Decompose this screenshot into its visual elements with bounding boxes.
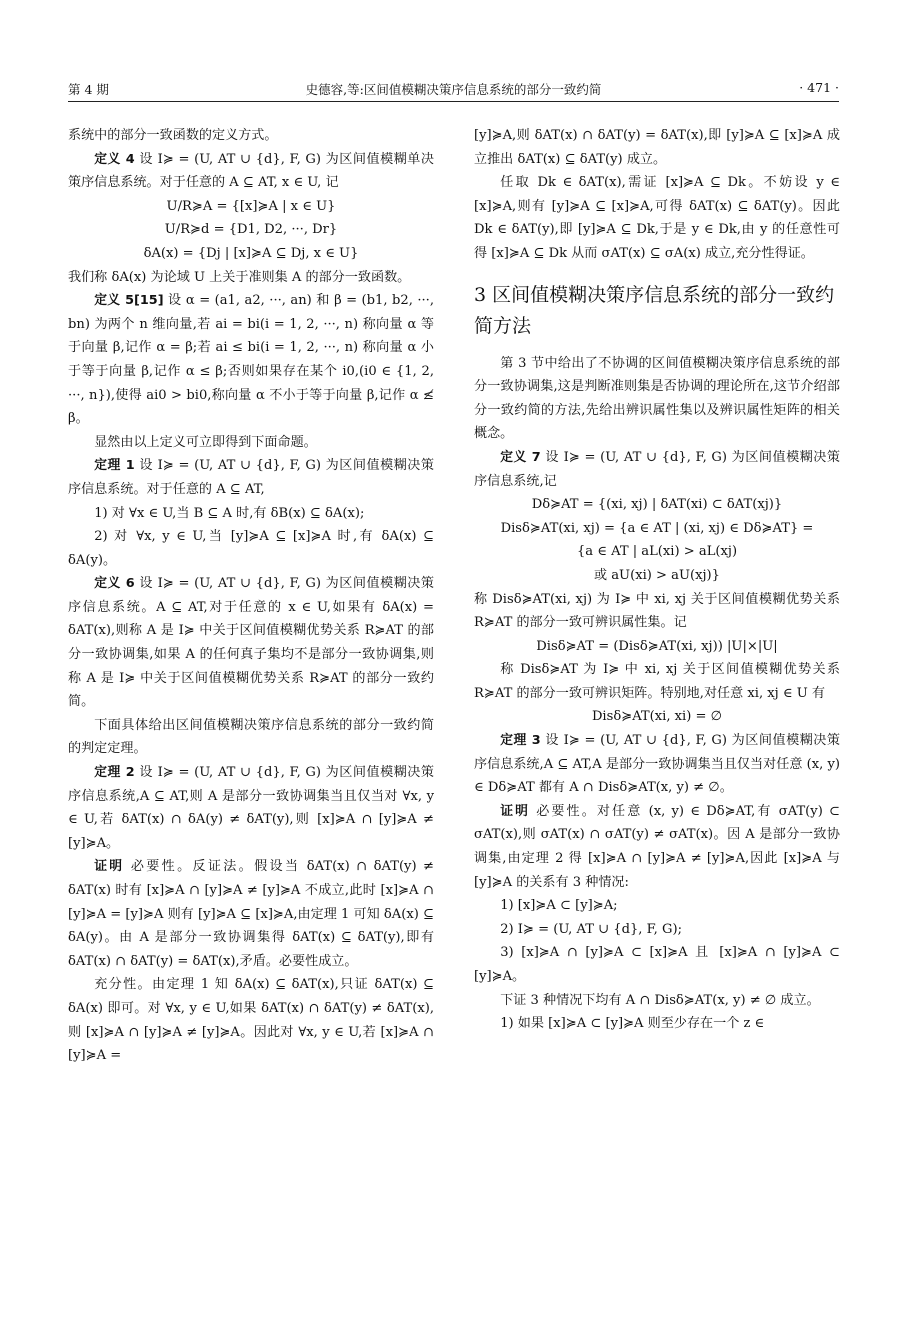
issue-number: 第 4 期 [68,82,109,97]
paragraph [68,454,434,501]
display-formula [474,564,840,588]
paragraph-text: 必要性。对任意 (x, y) ∈ Dδ≽AT,有 σAT(y) ⊂ σAT(x),则 σAT(x) ∩ σAT(y) ≠ σAT(x)。因 A 是部分一致协调集,由定理 2 得 [x]≽A ∩ [y]≽A ≠ [y]≽A,因此 [x]≽A 与 [y]≽A 的关系有 3 种情况: [474,803,841,890]
paragraph-text: 2) I≽ = (U, AT ∪ {d}, F, G); [500,921,682,937]
paragraph-text: [y]≽A,则 δAT(x) ∩ δAT(y) = δAT(x),即 [y]≽A ⊆ [x]≽A 成立推出 δAT(x) ⊆ δAT(y) 成立。 [474,128,840,167]
block-label: 证明 [94,859,125,875]
block-label: 定义 4 [94,151,135,167]
paragraph-text: 设 I≽ = (U, AT ∪ {d}, F, G) 为区间值模糊决策序信息系统,A ⊆ AT,A 是部分一致协调集当且仅当对任意 (x, y) ∈ Dδ≽AT 都有 A ∩ Disδ≽AT(x, y) ≠ ∅。 [474,733,841,796]
display-formula [474,705,840,729]
paragraph [474,446,840,493]
paragraph-text: 设 I≽ = (U, AT ∪ {d}, F, G) 为区间值模糊决策序信息系统。对于任意的 A ⊆ AT, [68,458,435,497]
paragraph [68,714,434,761]
paragraph [474,171,840,265]
paragraph [474,918,840,942]
paragraph-text: 或 aU(xi) > aU(xj)} [593,567,720,583]
paragraph-text: 任取 Dk ∈ δAT(x),需证 [x]≽A ⊆ Dk。不妨设 y ∈ [x]≽A,则有 [y]≽A ⊆ [x]≽A,可得 δAT(x) ⊆ δAT(y)。因此 Dk ∈ δAT(y),即 [y]≽A ⊆ Dk,于是 y ∈ Dk,由 y 的任意性可得 [x]≽A ⊆ Dk 从而 σAT(x) ⊆ σA(x) 成立,充分性得证。 [474,175,840,261]
display-formula [68,242,434,266]
paragraph-text: U/R≽A = {[x]≽A | x ∈ U} [166,198,336,214]
paragraph-text: 显然由以上定义可立即得到下面命题。 [94,434,317,450]
paragraph [68,502,434,526]
paragraph-text: 设 I≽ = (U, AT ∪ {d}, F, G) 为区间值模糊决策序信息系统,A ⊆ AT,则 A 是部分一致协调集当且仅当对 ∀x, y ∈ U,若 δAT(x) ∩ δA(y) ≠ δAT(y),则 [x]≽A ∩ [y]≽A ≠ [y]≽A。 [68,765,435,851]
paragraph-text: 1) 对 ∀x ∈ U,当 B ⊆ A 时,有 δB(x) ⊆ δA(x); [94,505,365,521]
block-label: 定理 1 [94,458,135,474]
paragraph-text: {a ∈ AT | aL(xi) > aL(xj) [576,544,738,560]
paragraph-text: 下证 3 种情况下均有 A ∩ Disδ≽AT(x, y) ≠ ∅ 成立。 [500,992,820,1008]
paragraph [68,525,434,572]
paragraph [68,148,434,195]
paragraph [68,761,434,855]
running-title: 史德容,等:区间值模糊决策序信息系统的部分一致约简 [305,82,602,97]
paragraph-text: Disδ≽AT(xi, xi) = ∅ [591,709,723,725]
paragraph [68,973,434,1067]
paragraph-text: 充分性。由定理 1 知 δA(x) ⊆ δAT(x),只证 δAT(x) ⊆ δA(x) 即可。对 ∀x, y ∈ U,如果 δAT(x) ∩ δAT(y) ≠ δAT(x),则 [x]≽A ∩ [y]≽A ≠ [y]≽A。因此对 ∀x, y ∈ U,若 [x]≽A ∩ [y]≽A = [68,977,434,1064]
display-formula [474,517,840,541]
display-formula [474,493,840,517]
paragraph [68,572,434,714]
paragraph-text: 3) [x]≽A ∩ [y]≽A ⊂ [x]≽A 且 [x]≽A ∩ [y]≽A ⊂ [y]≽A。 [474,945,840,984]
right-column [474,124,840,1036]
paragraph-text: 设 I≽ = (U, AT ∪ {d}, F, G) 为区间值模糊单决策序信息系统。对于任意的 A ⊆ AT, x ∈ U, 记 [68,151,435,191]
running-header [68,80,839,100]
display-formula [68,195,434,219]
left-column [68,124,434,1068]
paragraph [474,941,840,988]
paragraph-text: 设 I≽ = (U, AT ∪ {d}, F, G) 为区间值模糊决策序信息系统,记 [474,449,841,489]
paragraph [474,1012,840,1036]
paragraph-text: Dδ≽AT = {(xi, xj) | δAT(xi) ⊂ δAT(xj)} [531,497,783,513]
paragraph [68,855,434,973]
paragraph-text: 称 Disδ≽AT(xi, xj) 为 I≽ 中 xi, xj 关于区间值模糊优势关系 R≽AT 的部分一致可辨识属性集。记 [474,591,840,631]
paragraph-text: 2) 对 ∀x, y ∈ U,当 [y]≽A ⊆ [x]≽A 时,有 δA(x) ⊆ δA(y)。 [68,529,434,568]
paragraph [474,729,840,800]
paragraph-text: 必要性。反证法。假设当 δAT(x) ∩ δAT(y) ≠ δAT(x) 时有 [x]≽A ∩ [y]≽A ≠ [y]≽A 不成立,此时 [x]≽A ∩ [y]≽A = [y]≽A 则有 [y]≽A ⊆ [x]≽A,由定理 1 可知 δA(x) ⊆ δA(y)。由 A 是部分一致协调集得 δAT(x) ⊆ δAT(y),即有 δAT(x) ∩ δAT(y) = δAT(x),矛盾。必要性成立。 [68,859,435,969]
block-label: 定义 6 [94,576,135,592]
paragraph [474,989,840,1013]
paragraph [474,800,840,894]
display-formula [474,635,840,659]
paragraph-text: 1) 如果 [x]≽A ⊂ [y]≽A 则至少存在一个 z ∈ [500,1016,765,1032]
paragraph [474,894,840,918]
paragraph-text: 3 区间值模糊决策序信息系统的部分一致约简方法 [474,283,835,337]
display-formula [68,218,434,242]
paragraph [474,124,840,171]
block-label: 定义 5[15] [94,293,164,309]
paragraph-text: 称 Disδ≽AT 为 I≽ 中 xi, xj 关于区间值模糊优势关系 R≽AT 的部分一致可辨识矩阵。特别地,对任意 xi, xj ∈ U 有 [474,662,840,701]
paragraph [474,588,840,635]
paragraph-text: 第 3 节中给出了不协调的区间值模糊决策序信息系统的部分一致协调集,这是判断准则集是否协调的理论所在,这节介绍部分一致约简的方法,先给出辨识属性集以及辨识属性矩阵的相关概念。 [474,355,840,442]
paragraph-text: 我们称 δA(x) 为论域 U 上关于准则集 A 的部分一致函数。 [68,269,411,285]
paragraph [474,352,840,446]
block-label: 证明 [500,803,530,819]
paragraph-text: Disδ≽AT = (Disδ≽AT(xi, xj)) |U|×|U| [536,638,778,654]
paragraph [68,431,434,455]
paragraph [68,266,434,290]
paragraph [68,289,434,431]
header-rule [68,101,839,102]
paragraph-text: 1) [x]≽A ⊂ [y]≽A; [500,898,618,914]
page-number: · 471 · [799,80,839,95]
paragraph-text: 设 α = (a1, a2, ···, an) 和 β = (b1, b2, ···, bn) 为两个 n 维向量,若 ai = bi(i = 1, 2, ···, n) 称向量 α 等于向量 β,记作 α = β;若 ai ≤ bi(i = 1, 2, ···, n) 称向量 α 小于等于向量 β,记作 α ≤ β;否则如果存在某个 i0,(i0 ∈ {1, 2, ···, n}),使得 ai0 > bi0,称向量 α 不小于等于向量 β,记作 α ≰ β。 [68,293,434,427]
display-formula [474,540,840,564]
paragraph [68,124,434,148]
paragraph [474,658,840,705]
paragraph-text: 设 I≽ = (U, AT ∪ {d}, F, G) 为区间值模糊决策序信息系统。A ⊆ AT,对于任意的 x ∈ U,如果有 δA(x) = δAT(x),则称 A 是 I≽ 中关于区间值模糊优势关系 R≽AT 的部分一致协调集,如果 A 的任何真子集均不是部分一致协调集,则称 A 是 I≽ 中关于区间值模糊优势关系 R≽AT 的部分一致约简。 [68,576,435,710]
paragraph-text: δA(x) = {Dj | [x]≽A ⊆ Dj, x ∈ U} [143,245,359,261]
section-heading [474,280,840,342]
paragraph-text: 下面具体给出区间值模糊决策序信息系统的部分一致约简的判定定理。 [68,717,434,757]
block-label: 定理 2 [94,765,135,781]
paragraph-text: Disδ≽AT(xi, xj) = {a ∈ AT | (xi, xj) ∈ Dδ≽AT} = [500,520,814,536]
paragraph-text: 系统中的部分一致函数的定义方式。 [68,128,278,143]
block-label: 定理 3 [500,733,541,749]
paragraph-text: U/R≽d = {D1, D2, ···, Dr} [164,222,338,238]
block-label: 定义 7 [500,449,541,465]
